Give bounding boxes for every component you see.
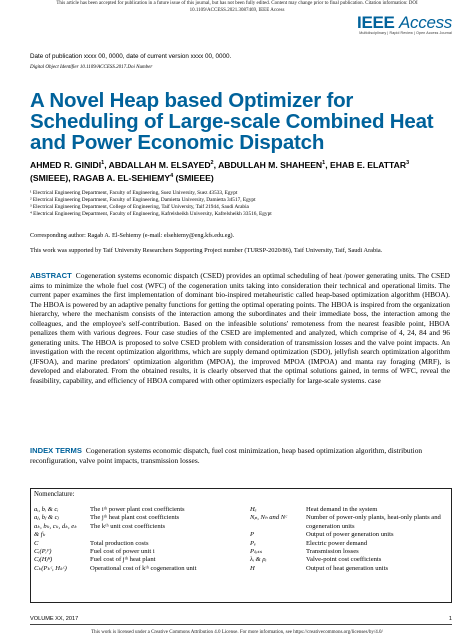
nomenclature-entry: λᵢ & ρᵢ Valve-point cost coefficients xyxy=(250,556,382,564)
nomenclature-entry: & fₖ xyxy=(34,531,46,539)
affiliation: ⁴ Electrical Engineering Department, Faculty of Engineering, Kafrelsheikh University, Kafrelsheikh 33516, Egypt xyxy=(30,211,272,217)
abstract xyxy=(30,271,450,385)
logo-tagline: Multidisciplinary | Rapid Review | Open Access Journal xyxy=(359,31,452,35)
abstract-text: Cogeneration systems economic dispatch (CSED) provides an optimal scheduling of heat /power generating units. The CSED aims to minimize the whole fuel cost (WFC) of the cogeneration units taking into consideration their technical and operational limits. The current paper examines the first implementation of dominant bio-inspired metaheuristic called heap-based optimization algorithm (HBOA). The HBOA is powered by an adaptive penalty functions for getting the optimal operating points. The HBOA is inspired from the organization hierarchy, where the mechanism consists of the interaction among the subordinates and their immediate boss, the interaction among the colleagues, and the employee's self-contribution. Based on the infeasible solutions' remoteness from the nearest feasible point, HBOA penalizes them with various degrees. Four case studies of the CSED are implemented and analyzed, which comprise of 4, 24, 84 and 96 generating units. The HBOA is proposed to solve CSED problem with consideration of transmission losses and the valve point impacts. An investigation with the recent optimization algorithms, which are supply demand optimization (SDO), jellyfish search optimization algorithm (JFSOA), and marine predators' optimization algorithm (MPOA), the improved MPOA (IMPOA) and manta ray foraging (MRF), is developed and elaborated. From the obtained results, it is clearly observed that the optimal solutions gained, in terms of WFC, reveal the feasibility, capability, and efficiency of HBOA compared with other optimizers especially for large-scale systems. case xyxy=(30,271,450,385)
nomenclature-entry: Cₖ(Pₖᶜ, Hₖᶜ) Operational cost of kᵗʰ cogeneration unit xyxy=(34,564,197,572)
affiliations xyxy=(30,190,460,218)
nomenclature-entry: P Output of power generation units xyxy=(250,531,394,539)
nomenclature-entry: H Output of heat generation units xyxy=(250,564,389,572)
nomenclature-title: Nomenclature: xyxy=(34,491,75,498)
corresponding-author: Corresponding author: Ragab A. El-Sehiemy (e-mail: elsehiemy@eng.kfs.edu.eg). xyxy=(30,232,235,239)
nomenclature-entry: Pₑ Electric power demand xyxy=(250,539,368,547)
volume-label: VOLUME XX, 2017 xyxy=(30,616,79,622)
ieee-access-logo xyxy=(357,13,452,33)
page-number: 1 xyxy=(448,616,452,622)
author: ABDALLAH M. ELSAYED xyxy=(108,159,211,170)
logo-access: Access xyxy=(399,13,452,32)
footer-divider xyxy=(30,624,452,625)
abstract-label: ABSTRACT xyxy=(30,271,72,280)
banner-line-1: This article has been accepted for publication in a future issue of this journal, but has not been fully edited. Content may change prior to final publication. Citation information: DOI xyxy=(56,1,418,6)
author: EHAB E. ELATTAR xyxy=(329,159,407,170)
banner-line-2: 10.1109/ACCESS.2021.3087469, IEEE Access xyxy=(189,7,285,13)
nomenclature-right-column xyxy=(250,506,446,573)
paper-title: A Novel Heap based Optimizer for Scheduling of Large-scale Combined Heat and Power Economic Dispatch xyxy=(30,89,434,154)
affiliation: ¹ Electrical Engineering Department, Faculty of Engineering, Suez University, Suez 43533, Egypt xyxy=(30,190,238,196)
logo-ieee: IEEE xyxy=(357,13,395,32)
affiliation: ³ Electrical Engineering Department, College of Engineering, Taif University, Taif 21944, Saudi Arabia xyxy=(30,204,249,210)
author: ABDULLAH M. SHAHEEN xyxy=(218,159,323,170)
index-terms xyxy=(30,446,450,465)
author: RAGAB A. EL-SEHIEMY xyxy=(72,173,171,184)
nomenclature-entry: aₖ, bₖ, cₖ, dₖ, eₖ The kᵗʰ unit cost coefficients xyxy=(34,522,166,530)
nomenclature-left-column xyxy=(34,506,234,573)
nomenclature-entry: aᵢ, bᵢ & cᵢ The iᵗʰ power plant cost coefficients xyxy=(34,506,185,513)
publication-dates: Date of publication xxxx 00, 0000, date of current version xxxx 00, 0000. xyxy=(30,53,232,60)
nomenclature-entry: Hₑ Heat demand in the system xyxy=(250,506,378,513)
author-list: AHMED R. GINIDI$^1$, ABDALLAH M. ELSAYED$^2$, ABDULLAH M. SHAHEEN$^1$, EHAB E. ELATTAR$^3$ (SMIEEE), RAGAB A. EL-SEHIEMY$^4$ (SMIEEE) xyxy=(30,159,410,184)
nomenclature-entry: Cⱼ(Hⱼᴴ) Fuel cost of jᵗʰ heat plant xyxy=(34,556,156,564)
license-notice: This work is licensed under a Creative Commons Attribution 4.0 License. For more information, see https://creativecommons.org/licenses/by/4.0/ xyxy=(91,630,383,635)
nomenclature-entry: Pₗₒₛₛ Transmission losses xyxy=(250,548,359,556)
nomenclature-entry: Nₚ, Nₕ and Nᶜ Number of power-only plants, heat-only plants and cogeneration units xyxy=(250,514,441,530)
author: AHMED R. GINIDI xyxy=(30,159,102,170)
doi-line: Digital Object Identifier 10.1109/ACCESS.2017.Doi Number xyxy=(30,65,153,70)
index-terms-label: INDEX TERMS xyxy=(30,446,82,455)
affiliation: ² Electrical Engineering Department, Faculty of Engineering, Damietta University, Damietta 34517, Egypt xyxy=(30,197,256,203)
index-terms-text: Cogeneration systems economic dispatch, fuel cost minimization, heap based optimization algorithm, distribution reconfiguration, valve point impacts, transmission losses. xyxy=(30,446,423,465)
nomenclature-entry: Cᵢ(Pᵢᴾ) Fuel cost of power unit i xyxy=(34,548,155,556)
nomenclature-entry: C Total production costs xyxy=(34,539,149,547)
nomenclature-entry: aⱼ, bⱼ & cⱼ The jᵗʰ heat plant cost coefficients xyxy=(34,514,180,522)
funding-note: This work was supported by Taif University Researchers Supporting Project number (TURSP-2020/86), Taif University, Taif, Saudi Arabia. xyxy=(30,247,383,254)
